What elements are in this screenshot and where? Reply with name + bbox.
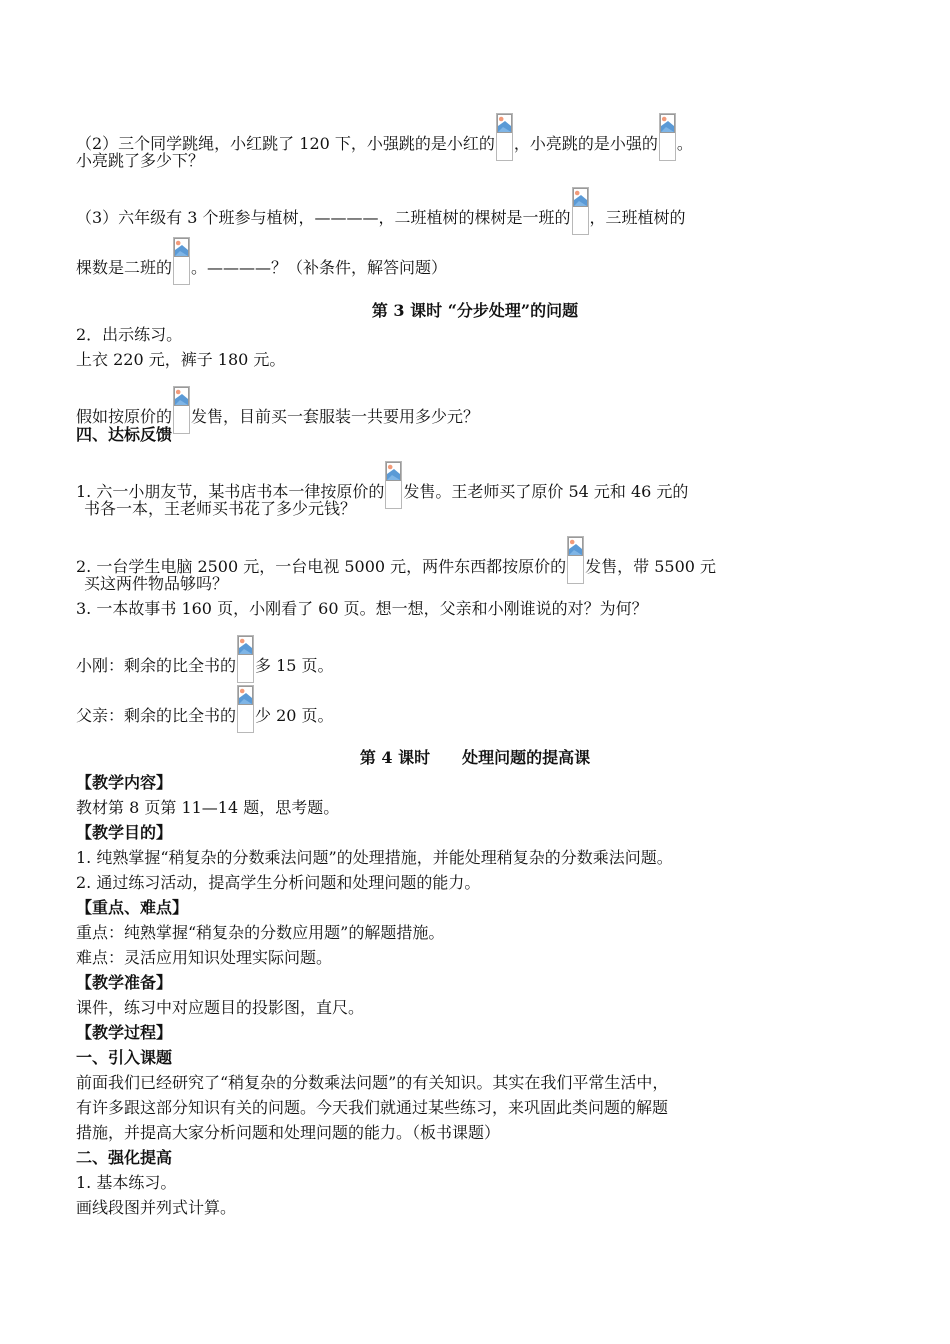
fraction-image-icon	[237, 635, 254, 683]
text: 。————？（补条件，解答问题）	[191, 258, 448, 277]
teaching-goal-1: 1. 纯熟掌握“稍复杂的分数乘法问题”的处理措施，并能处理稍复杂的分数乘法问题。	[76, 848, 673, 867]
text: 发售。王老师买了原价 54 元和 46 元的	[403, 482, 689, 501]
fraction-image-icon	[496, 113, 513, 161]
exercise-prices: 上衣 220 元，裤子 180 元。	[76, 350, 286, 369]
section-2-heading: 二、强化提高	[76, 1148, 173, 1167]
xiaogang-statement	[76, 635, 334, 683]
text: 少 20 页。	[255, 706, 334, 725]
text: ，小亮跳的是小强的	[513, 134, 658, 153]
draw-line-diagram: 画线段图并列式计算。	[76, 1198, 237, 1217]
problem-3-line-2	[76, 237, 447, 285]
lesson-3-title: 第 3 课时 “分步处理”的问题	[371, 301, 579, 320]
lesson-4-title: 第 4 课时 处理问题的提高课	[359, 748, 591, 767]
text: 假如按原价的	[76, 407, 173, 426]
difficult-point: 难点：灵活应用知识处理实际问题。	[76, 948, 333, 967]
text: ，三班植树的	[589, 208, 686, 227]
preparation-heading: 【教学准备】	[76, 973, 173, 992]
feedback-3: 3. 一本故事书 160 页，小刚看了 60 页。想一想，父亲和小刚谁说的对？为何？	[76, 599, 648, 618]
fraction-image-icon	[173, 237, 190, 285]
key-points-heading: 【重点、难点】	[76, 898, 189, 917]
fraction-image-icon	[173, 386, 190, 434]
fraction-image-icon	[237, 685, 254, 733]
text: （3）六年级有 3 个班参与植树，————，二班植树的棵树是一班的	[76, 208, 571, 227]
problem-2-question: 小亮跳了多少下？	[76, 151, 205, 170]
teaching-content-heading: 【教学内容】	[76, 773, 173, 792]
feedback-1-cont: 书各一本，王老师买书花了多少元钱？	[84, 499, 357, 518]
teaching-goal-heading: 【教学目的】	[76, 823, 173, 842]
text: 小刚：剩余的比全书的	[76, 656, 237, 675]
section-heading-4: 四、达标反馈	[76, 425, 173, 444]
problem-3-line	[76, 187, 686, 235]
intro-line-3: 措施，并提高大家分析问题和处理问题的能力。（板书课题）	[76, 1123, 501, 1142]
text: 棵数是二班的	[76, 258, 173, 277]
teaching-goal-2: 2. 通过练习活动，提高学生分析问题和处理问题的能力。	[76, 873, 481, 892]
intro-line-1: 前面我们已经研究了“稍复杂的分数乘法问题”的有关知识。其实在我们平常生活中，	[76, 1073, 669, 1092]
text: 发售，目前买一套服装一共要用多少元？	[191, 407, 480, 426]
preparation-text: 课件，练习中对应题目的投影图，直尺。	[76, 998, 365, 1017]
fraction-image-icon	[385, 461, 402, 509]
fraction-image-icon	[659, 113, 676, 161]
exercise-heading: 2．出示练习。	[76, 325, 183, 344]
text: 2. 一台学生电脑 2500 元，一台电视 5000 元，两件东西都按原价的	[76, 557, 567, 576]
text: 父亲：剩余的比全书的	[76, 706, 237, 725]
fraction-image-icon	[572, 187, 589, 235]
intro-line-2: 有许多跟这部分知识有关的问题。今天我们就通过某些练习，来巩固此类问题的解题	[76, 1098, 669, 1117]
text: （2）三个同学跳绳，小红跳了 120 下，小强跳的是小红的	[76, 134, 495, 153]
process-heading: 【教学过程】	[76, 1023, 173, 1042]
fraction-image-icon	[567, 536, 584, 584]
section-1-heading: 一、引入课题	[76, 1048, 173, 1067]
feedback-2-cont: 买这两件物品够吗？	[84, 574, 229, 593]
father-statement	[76, 685, 334, 733]
text: 。	[676, 134, 693, 153]
teaching-content-text: 教材第 8 页第 11—14 题，思考题。	[76, 798, 340, 817]
key-point: 重点：纯熟掌握“稍复杂的分数应用题”的解题措施。	[76, 923, 445, 942]
basic-exercise: 1. 基本练习。	[76, 1173, 177, 1192]
text: 发售，带 5500 元	[585, 557, 717, 576]
text: 多 15 页。	[255, 656, 334, 675]
text: 1. 六一小朋友节，某书店书本一律按原价的	[76, 482, 385, 501]
